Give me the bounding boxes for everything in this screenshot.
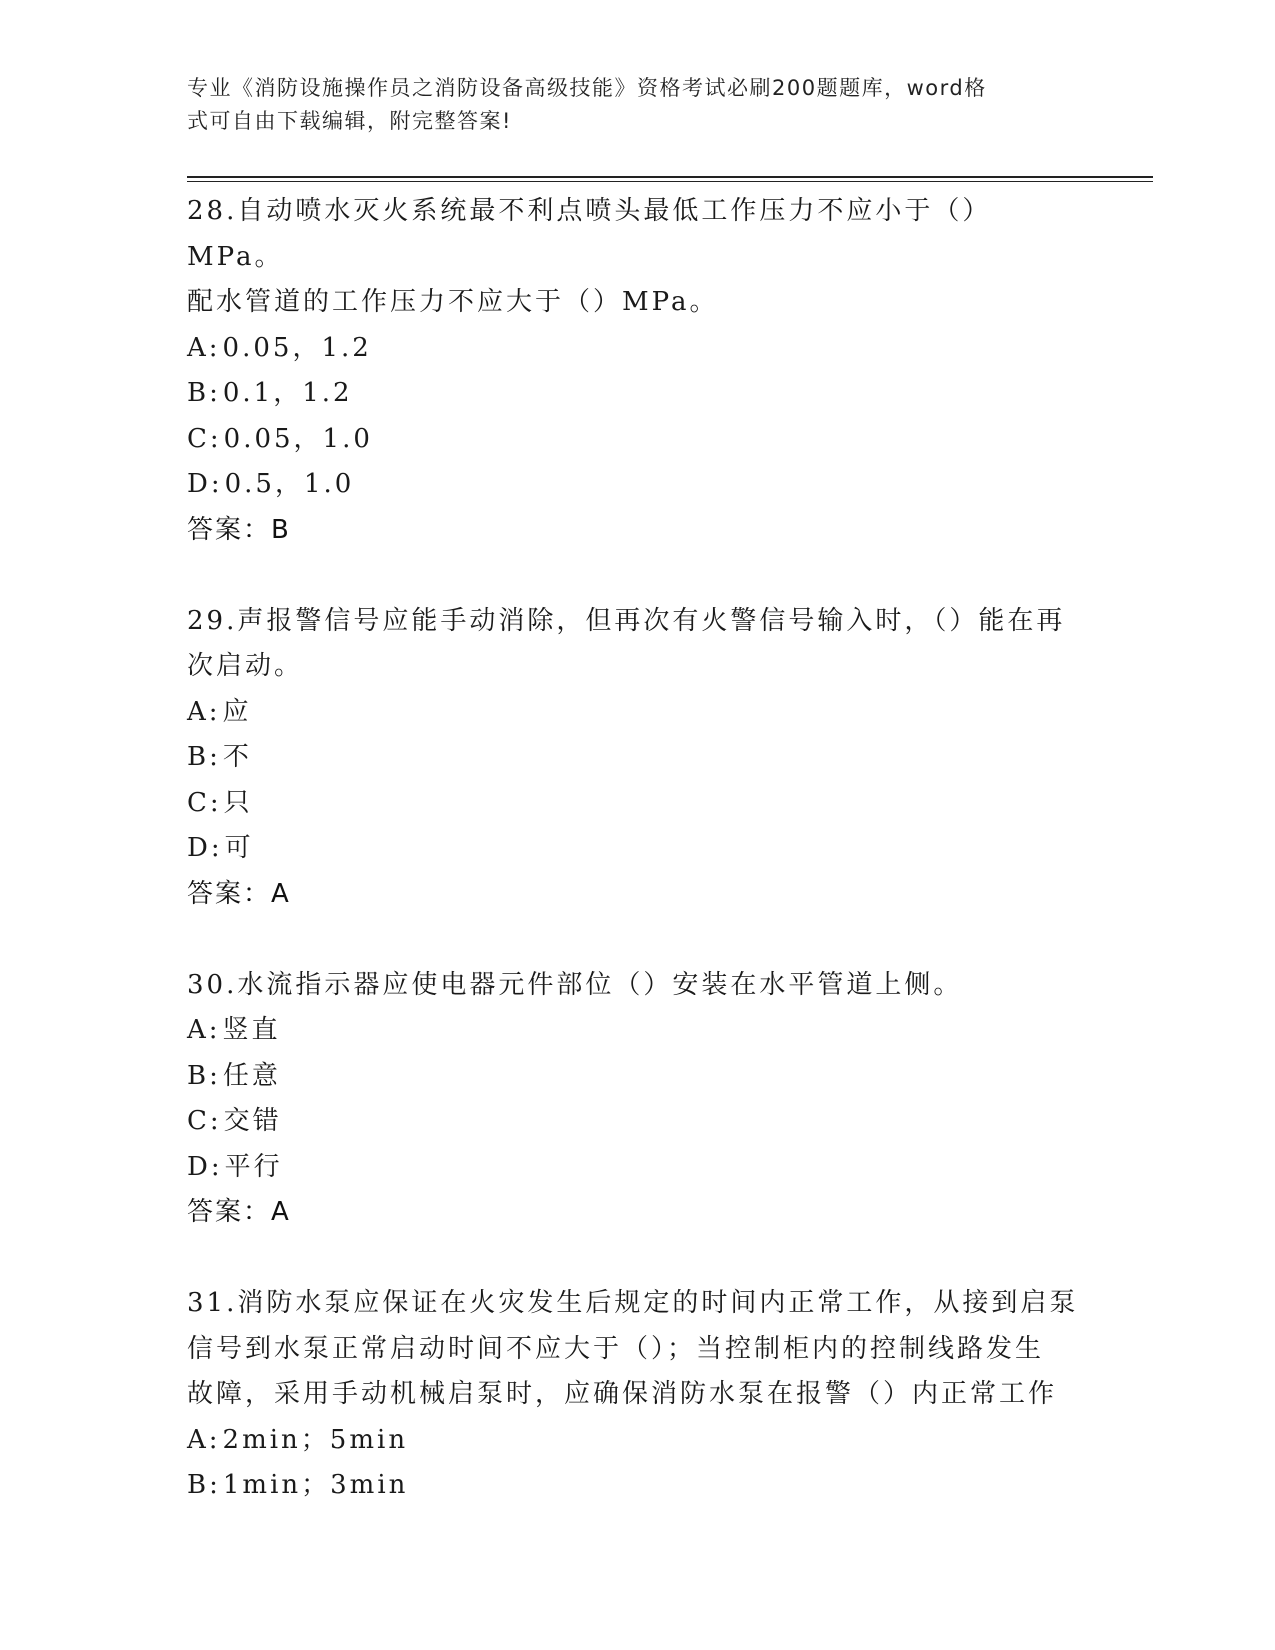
option-value: 1min；3min bbox=[222, 1470, 409, 1500]
option-value: 只 bbox=[223, 787, 253, 818]
header-rule-thick bbox=[187, 176, 1153, 178]
question-text-line: 30.水流指示器应使电器元件部位（）安装在水平管道上侧。 bbox=[187, 969, 963, 1000]
question-text-line: 次启动。 bbox=[187, 651, 304, 681]
option-label: D: bbox=[187, 1151, 223, 1182]
question-31 bbox=[187, 1281, 1087, 1509]
option-b bbox=[187, 371, 1087, 417]
document-header bbox=[187, 72, 1067, 138]
question-text-line: 29.声报警信号应能手动消除，但再次有火警信号输入时，（）能在再 bbox=[187, 605, 1066, 636]
answer-line: 答案：A bbox=[187, 1197, 291, 1227]
option-d bbox=[187, 462, 1087, 508]
option-label: A: bbox=[187, 696, 221, 727]
question-text-line: 配水管道的工作压力不应大于（）MPa。 bbox=[187, 287, 719, 317]
question-text-line: 28.自动喷水灭火系统最不利点喷头最低工作压力不应小于（）MPa。 bbox=[187, 196, 992, 272]
option-a bbox=[187, 1418, 1087, 1464]
option-b bbox=[187, 1463, 1087, 1509]
option-value: 不 bbox=[222, 742, 252, 772]
answer-line: 答案：A bbox=[187, 878, 291, 909]
option-value: 0.05，1.2 bbox=[222, 332, 372, 363]
question-text-line: 故障，采用手动机械启泵时，应确保消防水泵在报警（）内正常工作 bbox=[187, 1379, 1058, 1409]
option-a bbox=[187, 326, 1087, 372]
option-label: C: bbox=[187, 1106, 222, 1136]
option-label: C: bbox=[187, 423, 222, 454]
option-value: 任意 bbox=[222, 1060, 281, 1091]
option-label: C: bbox=[187, 787, 222, 818]
option-d bbox=[187, 826, 1087, 872]
question-list bbox=[187, 189, 1087, 1509]
option-a bbox=[187, 690, 1087, 736]
option-label: D: bbox=[187, 469, 223, 499]
option-value: 可 bbox=[224, 833, 254, 863]
header-line-1: 专业《消防设施操作员之消防设备高级技能》资格考试必刷200题题库，word格 bbox=[187, 76, 987, 100]
option-value: 竖直 bbox=[222, 1015, 281, 1045]
option-value: 0.1，1.2 bbox=[222, 378, 353, 408]
header-rule-thin bbox=[187, 181, 1153, 182]
option-label: B: bbox=[187, 1470, 221, 1500]
option-label: A: bbox=[187, 1424, 221, 1455]
option-label: A: bbox=[187, 332, 221, 363]
option-value: 平行 bbox=[224, 1151, 283, 1182]
option-label: B: bbox=[187, 378, 221, 408]
option-b bbox=[187, 1054, 1087, 1100]
option-c bbox=[187, 1099, 1087, 1145]
option-value: 应 bbox=[222, 696, 252, 727]
header-line-2: 式可自由下载编辑，附完整答案! bbox=[187, 109, 512, 133]
option-b bbox=[187, 735, 1087, 781]
option-value: 2min；5min bbox=[222, 1424, 409, 1455]
option-label: A: bbox=[187, 1015, 221, 1045]
question-29 bbox=[187, 599, 1087, 918]
question-text-line: 31.消防水泵应保证在火灾发生后规定的时间内正常工作，从接到启泵 bbox=[187, 1288, 1079, 1318]
option-c bbox=[187, 781, 1087, 827]
option-c bbox=[187, 417, 1087, 463]
option-label: B: bbox=[187, 1060, 221, 1091]
question-30 bbox=[187, 963, 1087, 1236]
question-text-line: 信号到水泵正常启动时间不应大于（）；当控制柜内的控制线路发生 bbox=[187, 1333, 1045, 1364]
option-a bbox=[187, 1008, 1087, 1054]
option-label: B: bbox=[187, 742, 221, 772]
option-value: 交错 bbox=[223, 1106, 282, 1136]
option-d bbox=[187, 1145, 1087, 1191]
answer-line: 答案：B bbox=[187, 514, 291, 545]
option-label: D: bbox=[187, 833, 223, 863]
option-value: 0.5，1.0 bbox=[224, 469, 355, 499]
question-28 bbox=[187, 189, 1087, 553]
option-value: 0.05，1.0 bbox=[223, 423, 373, 454]
